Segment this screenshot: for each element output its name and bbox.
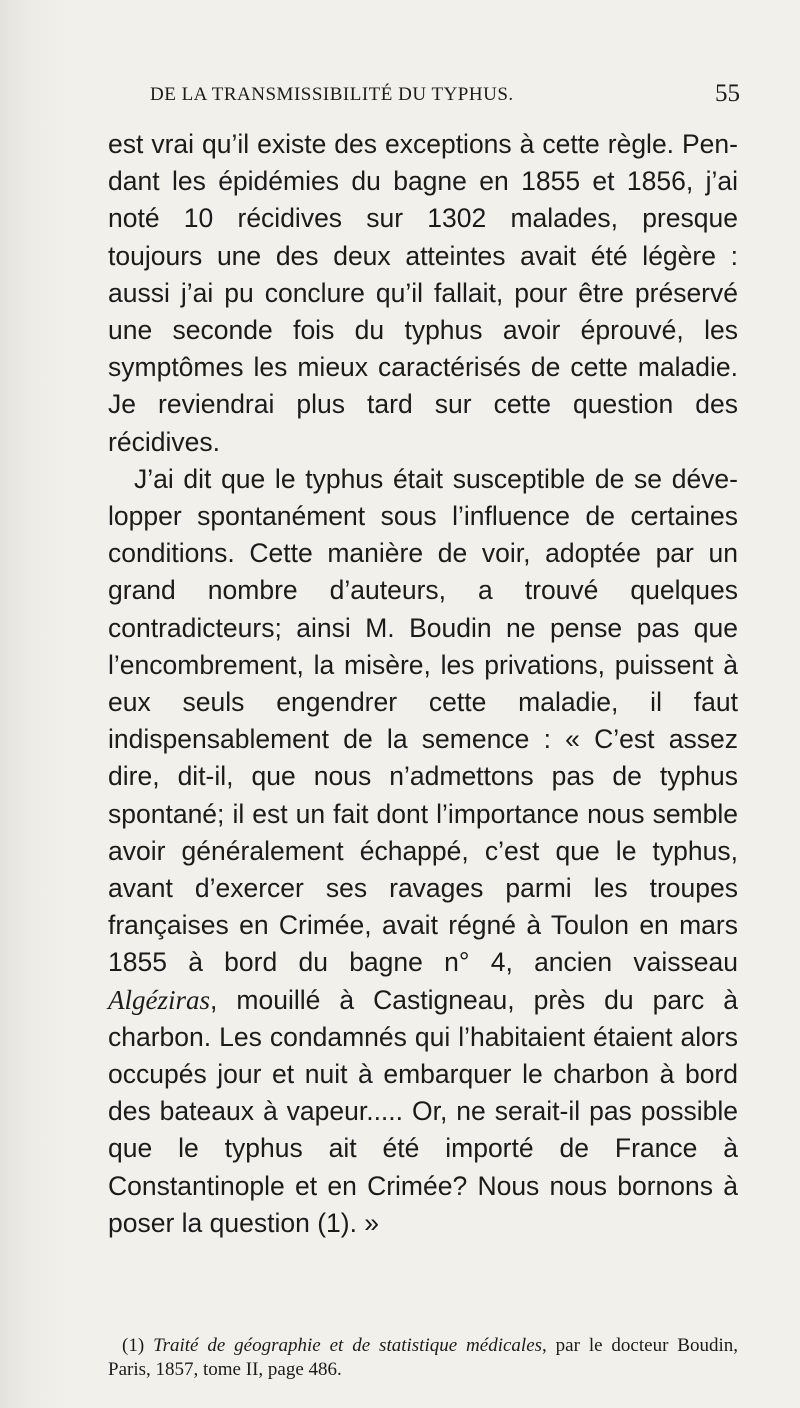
footnote-marker: (1) [122,1335,145,1356]
footnote-book-title: Traité de géographie et de statistique médicales [153,1335,543,1356]
paragraph-2-part-1: J’ai dit que le typhus était susceptible de se développer spontanément sous l’influence de certaines conditions. Cette manière de voir, adoptée par un grand nombre d’auteurs, a trouvé quelques contradicteurs; ainsi M. Boudin ne pense pas que l’encombrement, la misère, les privations, puissent à eux seuls engendrer cette maladie, il faut indispensablement de la semence : « C’est assez dire, dit-il, que nous n’admettons pas de typhus spontané; il est un fait dont l’importance nous semble avoir généralement échappé, c’est que le typhus, avant d’exercer ses ravages parmi les troupes françaises en Crimée, avait régné à Toulon en mars 1855 à bord du bagne n° 4, ancien vaisseau [108,463,738,978]
footnote-citation: , par le docteur Boudin, Paris, 1857, tome II, page 486. [108,1335,739,1380]
paragraph-2-part-2: , mouillé à Castigneau, près du parc à charbon. Les condamnés qui l’habitaient étaient alors occupés jour et nuit à embarquer le charbon à bord des bateaux à vapeur..... Or, ne serait-il pas possible que le typhus ait été importé de France à Constantinople et en Crimée? Nous nous bornons à poser la question (1). » [108,984,738,1238]
running-title: DE LA TRANSMISSIBILITÉ DU TYPHUS. [150,84,514,105]
page-number: 55 [715,80,740,107]
ship-name: Algéziras [108,984,211,1015]
footnote [108,1334,738,1382]
footnote-text [108,1334,738,1382]
running-header [150,80,740,107]
paragraph-1: est vrai qu’il existe des exceptions à cette règle. Pendant les épidémies du bagne en 1855 et 1856, j’ai noté 10 récidives sur 1302 malades, presque toujours une des deux atteintes avait été légère : aussi j’ai pu conclure qu’il fallait, pour être préservé une seconde fois du typhus avoir éprouvé, les symptômes les mieux caractérisés de cette maladie. Je reviendrai plus tard sur cette question des récidives. [108,129,738,457]
main-text [108,126,738,1242]
paragraph-2 [108,461,738,1242]
